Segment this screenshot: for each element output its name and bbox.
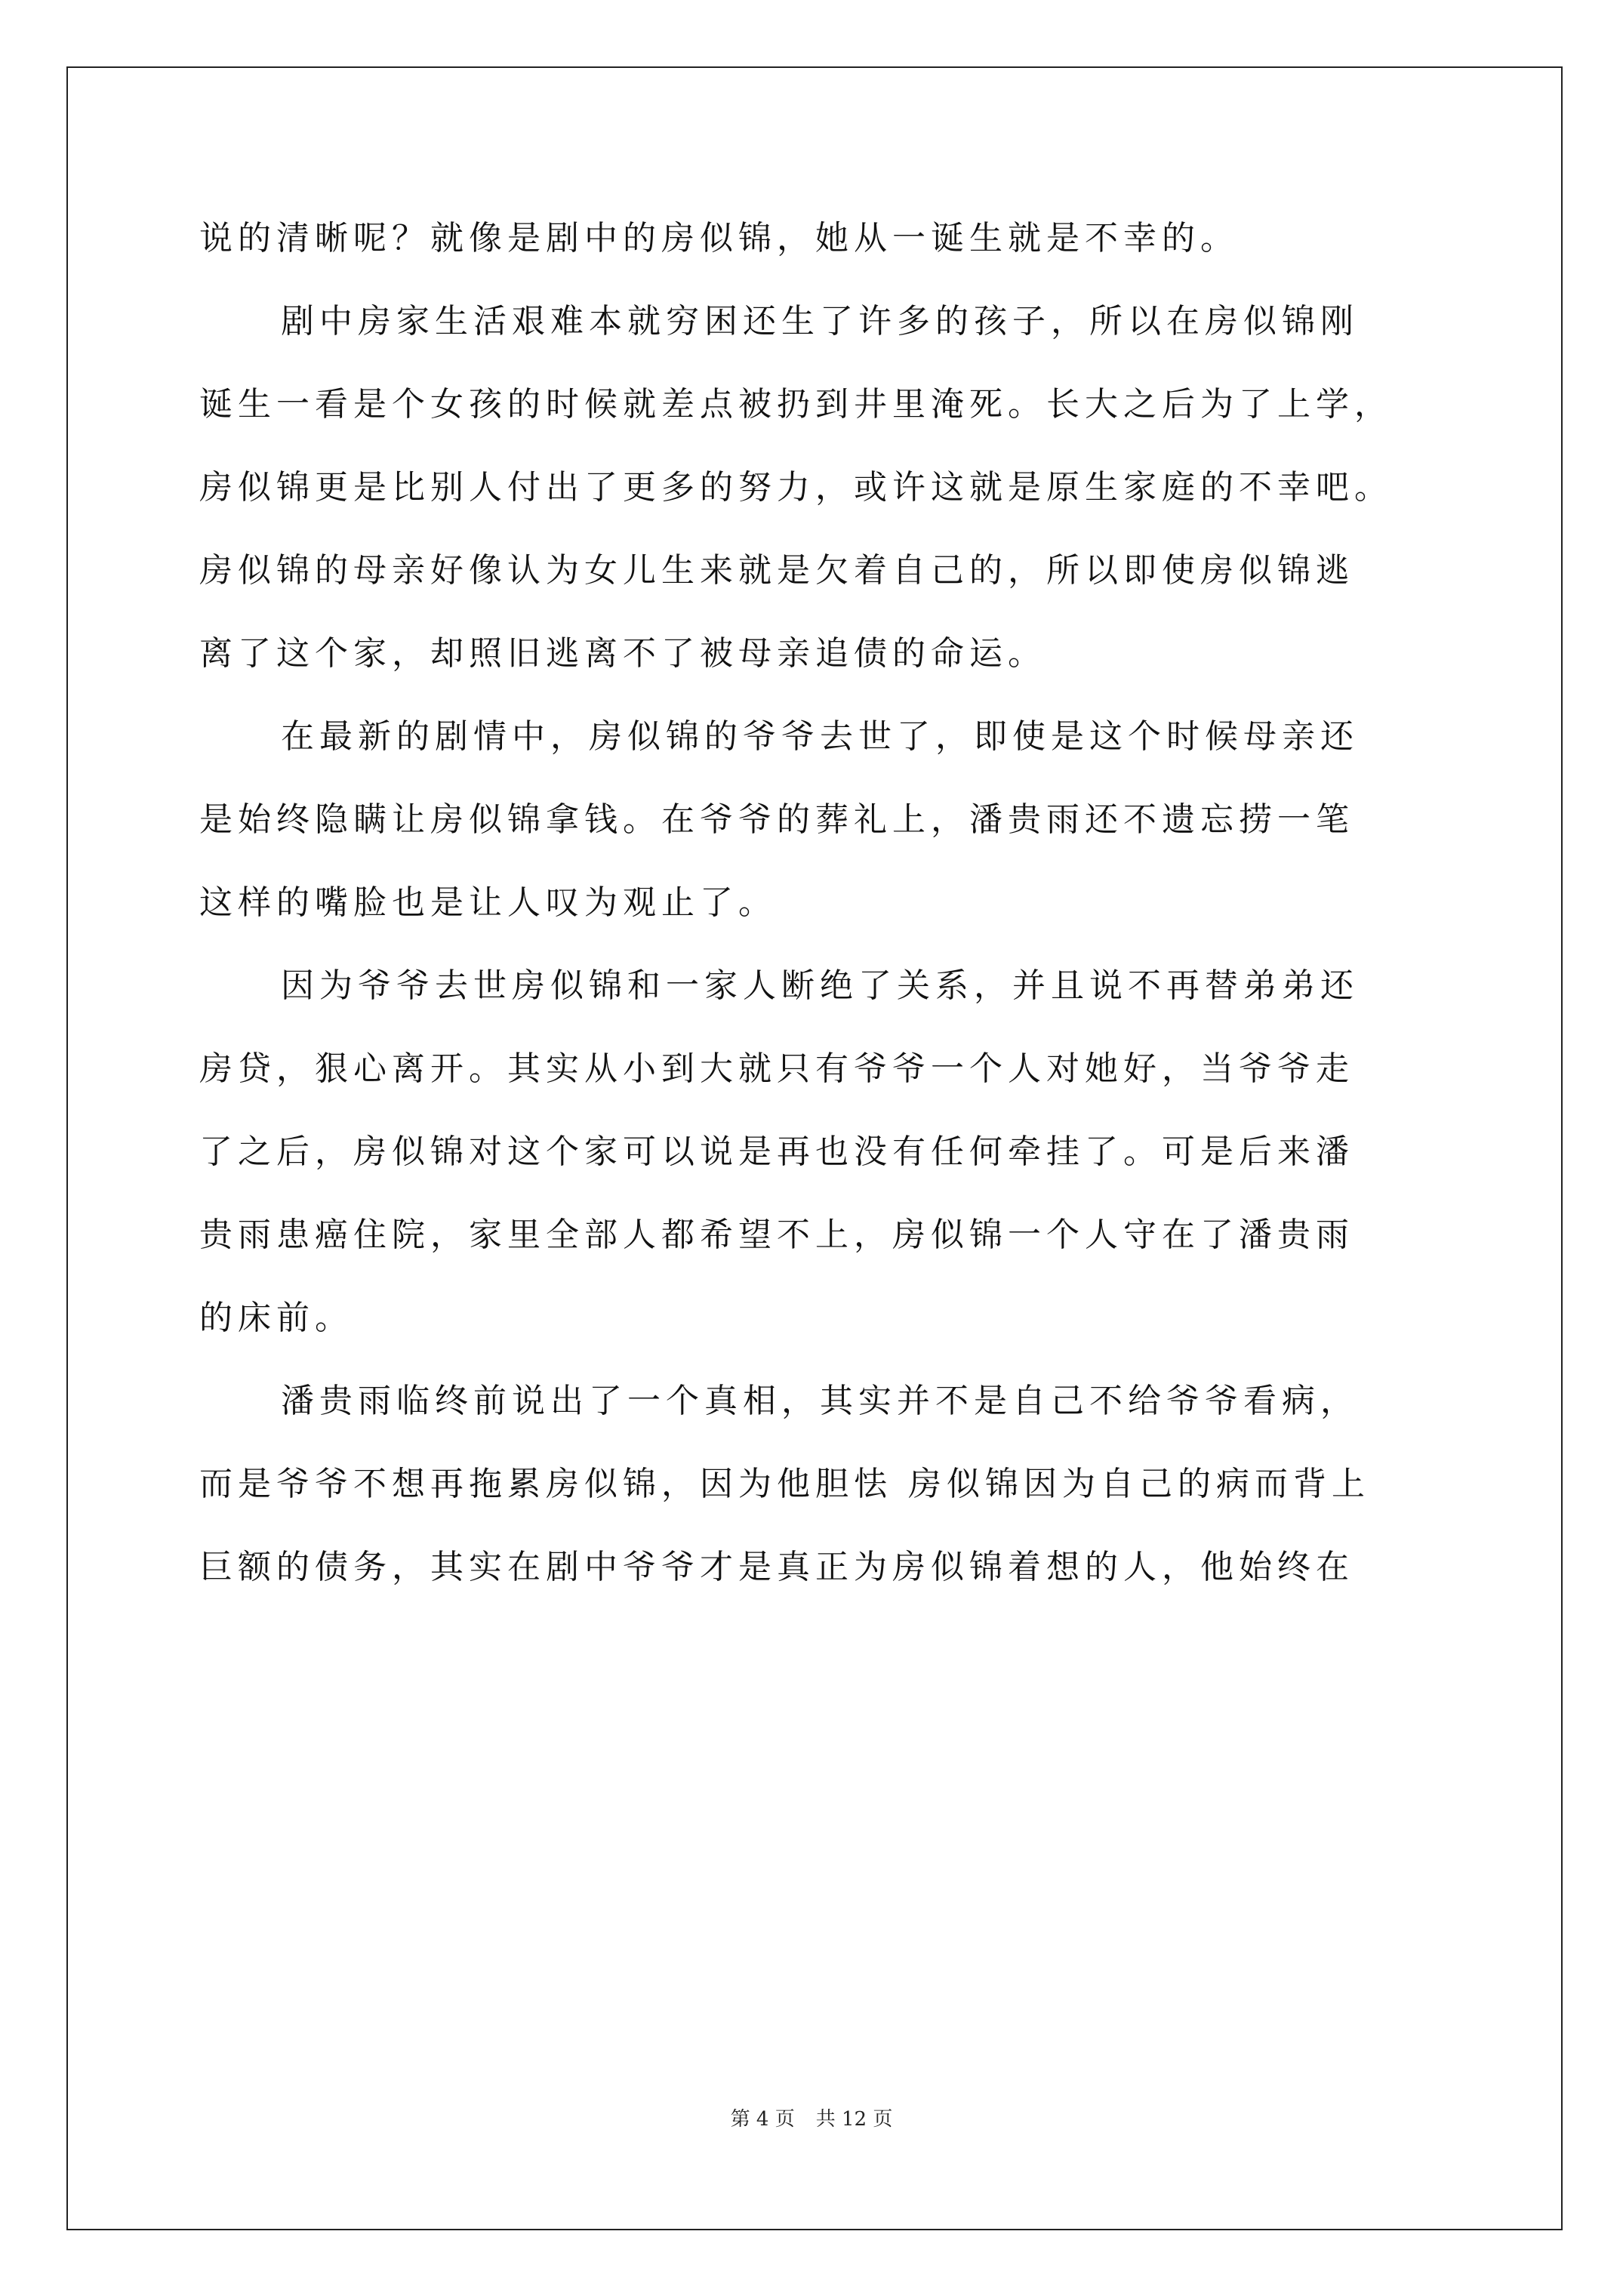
paragraph-start-line: 因为爷爷去世房似锦和一家人断绝了关系，并且说不再替弟弟还 xyxy=(281,966,1359,1005)
text-line: 房似锦更是比别人付出了更多的努力，或许这就是原生家庭的不幸吧。 xyxy=(199,468,1393,507)
text-line: 而是爷爷不想再拖累房似锦，因为他胆怯 房似锦因为自己的病而背上 xyxy=(199,1465,1370,1503)
text-line: 了之后，房似锦对这个家可以说是再也没有任何牵挂了。可是后来潘 xyxy=(199,1133,1354,1171)
page-footer xyxy=(0,2106,1623,2132)
text-line: 是始终隐瞒让房似锦拿钱。在爷爷的葬礼上，潘贵雨还不遗忘捞一笔 xyxy=(199,800,1354,839)
text-line: 巨额的债务，其实在剧中爷爷才是真正为房似锦着想的人，他始终在 xyxy=(199,1548,1354,1586)
text-line: 贵雨患癌住院，家里全部人都希望不上，房似锦一个人守在了潘贵雨 xyxy=(199,1216,1354,1254)
paragraph-start-line: 在最新的剧情中，房似锦的爷爷去世了，即使是这个时候母亲还 xyxy=(281,717,1359,756)
text-line: 诞生一看是个女孩的时候就差点被扔到井里淹死。长大之后为了上学， xyxy=(199,385,1393,424)
paragraph-start-line: 剧中房家生活艰难本就穷困还生了许多的孩子，所以在房似锦刚 xyxy=(281,302,1359,341)
text-line: 房贷，狠心离开。其实从小到大就只有爷爷一个人对她好，当爷爷走 xyxy=(199,1049,1354,1088)
paragraph-start-line: 潘贵雨临终前说出了一个真相，其实并不是自己不给爷爷看病， xyxy=(281,1382,1359,1420)
text-line: 的床前。 xyxy=(199,1299,353,1337)
text-line: 房似锦的母亲好像认为女儿生来就是欠着自己的，所以即使房似锦逃 xyxy=(199,551,1354,590)
text-line: 说的清晰呢？就像是剧中的房似锦，她从一诞生就是不幸的。 xyxy=(199,219,1239,257)
page-total: 共 12 页 xyxy=(815,2108,893,2131)
text-line: 这样的嘴脸也是让人叹为观止了。 xyxy=(199,883,777,922)
text-line: 离了这个家，却照旧逃离不了被母亲追债的命运。 xyxy=(199,634,1046,673)
page-number: 第 4 页 xyxy=(730,2108,795,2131)
